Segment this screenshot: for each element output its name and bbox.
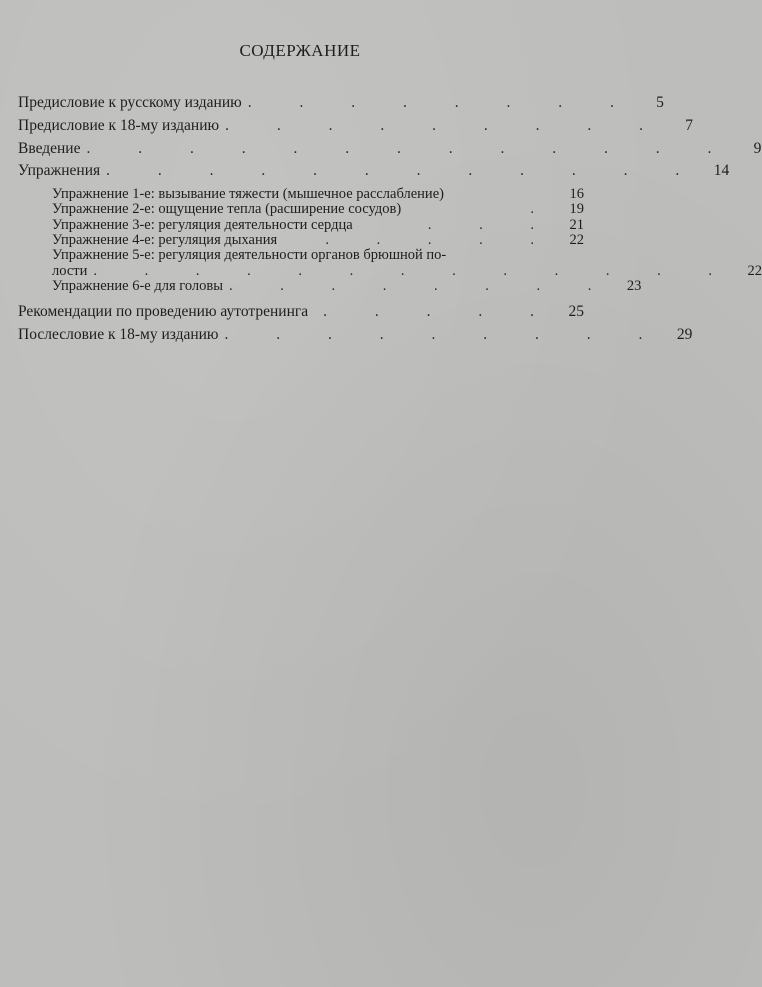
toc-page-number: 16 <box>569 186 584 203</box>
toc-sub-entry <box>18 277 642 294</box>
toc-entry <box>18 138 762 161</box>
toc-entry-label: Введение <box>18 139 81 157</box>
page-title: СОДЕРЖАНИЕ <box>239 41 361 60</box>
toc-page-number: 21 <box>569 216 584 233</box>
toc-entry <box>18 160 730 183</box>
toc-entry-label: Упражнение 4-е: регуляция дыхания <box>52 232 278 249</box>
toc-entry-label: Предисловие к русскому изданию <box>18 94 242 111</box>
toc-sub-entry <box>18 202 584 217</box>
toc-leader-dots: . . . . . . . . . <box>224 326 665 344</box>
toc-entry-label: Предисловие к 18-му изданию <box>18 116 220 134</box>
toc-entry <box>18 301 584 324</box>
toc-page-number: 9 <box>753 139 762 157</box>
toc-leader-dots: . . . . . . . . . . . . <box>106 162 702 180</box>
toc-entry-label: лости <box>52 262 88 279</box>
toc-leader-dots: . . . <box>427 216 556 233</box>
toc-page-number: 23 <box>626 277 642 294</box>
toc-sub-entry <box>18 218 584 233</box>
toc-sub-entry <box>18 187 584 202</box>
toc-leader-dots: . . . . . <box>323 303 556 321</box>
toc-page-number: 19 <box>569 201 584 218</box>
toc-sub-entry <box>18 233 584 248</box>
toc-page-number: 5 <box>656 94 664 111</box>
toc-entry-label: Упражнение 5-е: регуляция деятельности органов брюшной по- <box>52 247 447 264</box>
toc-page-number: 25 <box>568 303 584 321</box>
toc-leader-dots: . . . . . . . . . . . . . <box>86 139 734 157</box>
toc-entry <box>18 324 693 347</box>
toc-leader-dots: . . . . . . . . <box>229 277 614 294</box>
toc-entry-label: Упражнение 2-е: ощущение тепла (расширение сосудов) <box>52 201 402 218</box>
toc-leader-dots: . <box>530 201 556 218</box>
toc-entry-label: Упражнение 6-е для головы <box>52 277 223 294</box>
toc-leader-dots: . . . . . <box>325 232 556 249</box>
toc-page-number: 22 <box>569 232 584 249</box>
toc-entry-label: Упражнение 3-е: регуляция деятельности сердца <box>52 216 353 233</box>
toc-leader-dots: . . . . . . . . . <box>225 116 665 134</box>
toc-leader-dots: . . . . . . . . . . . . . <box>93 262 735 279</box>
toc-entry-label: Упражнения <box>18 162 101 180</box>
toc-page-number: 7 <box>685 116 693 134</box>
toc-entry-label: Рекомендации по проведению аутотренинга <box>18 303 309 321</box>
toc-page-number: 29 <box>676 326 693 344</box>
toc-sub-entry <box>18 248 584 263</box>
toc-sub-entry-continuation <box>18 262 762 279</box>
toc-leader-dots: . . . . . . . . <box>247 94 636 111</box>
table-of-contents <box>18 92 762 347</box>
toc-page-number: 14 <box>713 162 730 180</box>
toc-entry-label: Упражнение 1-е: вызывание тяжести (мышечное расслабление) <box>52 186 444 203</box>
toc-entry <box>18 115 693 138</box>
toc-entry <box>18 92 664 115</box>
toc-page-number: 22 <box>747 262 762 279</box>
toc-entry-label: Послесловие к 18-му изданию <box>18 326 219 344</box>
